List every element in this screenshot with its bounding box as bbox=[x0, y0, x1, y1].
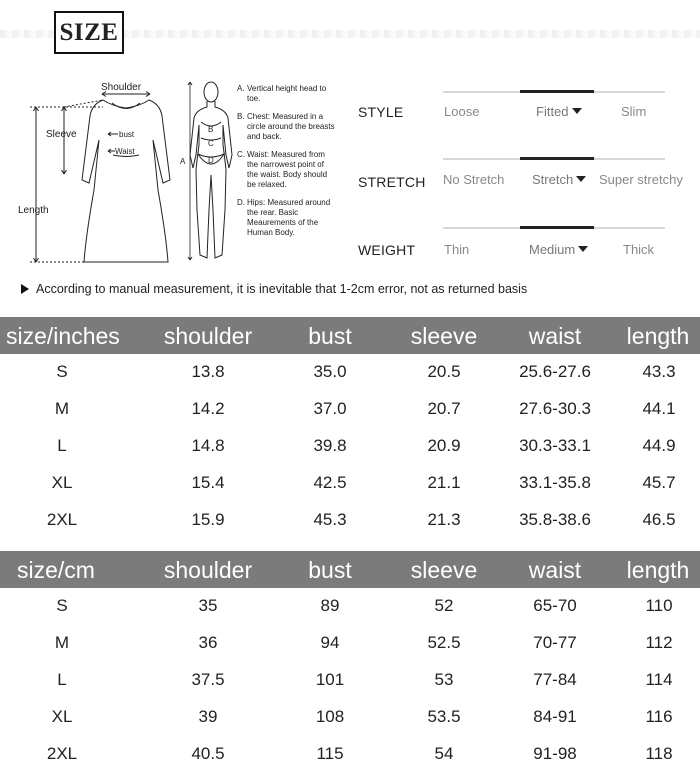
cell-waist: 84-91 bbox=[533, 707, 577, 726]
table-row bbox=[0, 501, 700, 538]
cell-size: L bbox=[57, 436, 67, 455]
disclaimer: According to manual measurement, it is inevitable that 1-2cm error, not as returned basis bbox=[21, 282, 527, 296]
cell-length: 46.5 bbox=[642, 510, 676, 529]
table-row bbox=[0, 390, 700, 427]
cell-shoulder: 15.4 bbox=[191, 473, 225, 492]
cell-length: 110 bbox=[645, 596, 673, 615]
header-waist: waist bbox=[528, 557, 582, 583]
cell-waist: 65-70 bbox=[533, 596, 577, 615]
cell-shoulder: 13.8 bbox=[191, 362, 225, 381]
cell-waist: 30.3-33.1 bbox=[519, 436, 591, 455]
cell-size: M bbox=[54, 633, 70, 652]
cell-sleeve: 21.3 bbox=[427, 510, 461, 529]
cell-length: 43.3 bbox=[642, 362, 676, 381]
note-a: A. Vertical height head to toe. bbox=[237, 84, 327, 103]
weight-option-thick: Thick bbox=[623, 242, 655, 257]
sleeve-label: Sleeve bbox=[46, 129, 77, 140]
header-size-cm: size/cm bbox=[17, 557, 95, 583]
cell-sleeve: 54 bbox=[434, 744, 454, 763]
note-c: C. Waist: Measured from the narrowest point of the waist. Body should be relaxed. bbox=[237, 150, 328, 189]
table-row bbox=[0, 624, 700, 661]
table-row bbox=[0, 427, 700, 464]
cell-shoulder: 37.5 bbox=[191, 670, 225, 689]
cell-waist: 33.1-35.8 bbox=[519, 473, 591, 492]
style-scale-active bbox=[520, 90, 594, 93]
cell-bust: 101 bbox=[315, 670, 345, 689]
cm-table-header bbox=[0, 551, 700, 588]
cell-waist: 70-77 bbox=[533, 633, 577, 652]
cell-shoulder: 36 bbox=[198, 633, 218, 652]
stretch-label: STRETCH bbox=[358, 174, 426, 190]
bust-label: bust bbox=[119, 130, 135, 139]
weight-scale-active bbox=[520, 226, 594, 229]
cell-sleeve: 53.5 bbox=[427, 707, 461, 726]
header-sleeve: sleeve bbox=[410, 557, 478, 583]
cell-size: M bbox=[54, 399, 70, 418]
cell-waist: 91-98 bbox=[533, 744, 577, 763]
cell-size: L bbox=[57, 670, 67, 689]
weight-option-medium: Medium bbox=[529, 242, 588, 257]
style-label: STYLE bbox=[358, 104, 404, 120]
cell-bust: 45.3 bbox=[313, 510, 347, 529]
header-sleeve: sleeve bbox=[410, 323, 478, 349]
weight-label: WEIGHT bbox=[358, 242, 416, 258]
cell-length: 118 bbox=[645, 744, 673, 763]
cell-size: 2XL bbox=[46, 510, 78, 529]
play-arrow-icon bbox=[21, 284, 29, 294]
header-length: length bbox=[626, 323, 690, 349]
cell-bust: 108 bbox=[315, 707, 345, 726]
weight-option-thin: Thin bbox=[444, 242, 470, 257]
header-waist: waist bbox=[528, 323, 582, 349]
cell-sleeve: 52 bbox=[434, 596, 454, 615]
cell-size: 2XL bbox=[46, 744, 78, 763]
header-bust: bust bbox=[308, 557, 352, 583]
header-shoulder: shoulder bbox=[163, 557, 253, 583]
cell-length: 114 bbox=[645, 670, 673, 689]
cell-size: S bbox=[56, 596, 68, 615]
style-option-slim: Slim bbox=[621, 104, 647, 119]
note-b: B. Chest: Measured in a circle around the breasts and back. bbox=[237, 112, 335, 141]
cell-length: 112 bbox=[645, 633, 673, 652]
length-label: Length bbox=[18, 205, 49, 216]
cell-bust: 39.8 bbox=[313, 436, 347, 455]
stretch-option-no-stretch: No Stretch bbox=[443, 172, 505, 187]
cell-shoulder: 39 bbox=[198, 707, 218, 726]
table-row bbox=[0, 464, 700, 501]
selected-caret-icon bbox=[572, 108, 582, 114]
measurement-notes bbox=[237, 84, 337, 238]
cell-waist: 35.8-38.6 bbox=[519, 510, 591, 529]
cell-bust: 37.0 bbox=[313, 399, 347, 418]
cell-length: 44.9 bbox=[642, 436, 676, 455]
size-title: SIZE bbox=[54, 11, 124, 54]
cell-sleeve: 52.5 bbox=[427, 633, 461, 652]
table-row bbox=[0, 587, 700, 624]
inches-table-header bbox=[0, 317, 700, 354]
cell-shoulder: 14.8 bbox=[191, 436, 225, 455]
cell-size: XL bbox=[51, 707, 73, 726]
header-length: length bbox=[626, 557, 690, 583]
selected-caret-icon bbox=[578, 246, 588, 252]
cell-bust: 42.5 bbox=[313, 473, 347, 492]
stretch-option-super-stretchy: Super stretchy bbox=[599, 172, 683, 187]
cell-sleeve: 20.9 bbox=[427, 436, 461, 455]
cell-shoulder: 14.2 bbox=[191, 399, 225, 418]
label-d: D bbox=[208, 156, 214, 165]
label-a: A bbox=[180, 157, 186, 166]
cell-shoulder: 40.5 bbox=[191, 744, 225, 763]
table-row bbox=[0, 661, 700, 698]
cell-waist: 25.6-27.6 bbox=[519, 362, 591, 381]
cell-length: 44.1 bbox=[642, 399, 676, 418]
stretch-scale-active bbox=[520, 157, 594, 160]
waist-label: Waist bbox=[115, 147, 135, 156]
cell-length: 116 bbox=[645, 707, 673, 726]
table-row bbox=[0, 353, 700, 390]
cell-waist: 27.6-30.3 bbox=[519, 399, 591, 418]
cell-bust: 35.0 bbox=[313, 362, 347, 381]
cell-shoulder: 35 bbox=[198, 596, 218, 615]
cell-shoulder: 15.9 bbox=[191, 510, 225, 529]
label-c: C bbox=[208, 139, 214, 148]
cell-size: XL bbox=[51, 473, 73, 492]
cell-length: 45.7 bbox=[642, 473, 676, 492]
note-d: D. Hips: Measured around the rear. Basic Meaurements of the Human Body. bbox=[237, 198, 331, 237]
cell-sleeve: 53 bbox=[434, 670, 454, 689]
cell-bust: 115 bbox=[316, 744, 344, 763]
header-size-inches: size/inches bbox=[6, 323, 120, 349]
stretch-option-stretch: Stretch bbox=[532, 172, 586, 187]
cell-sleeve: 20.7 bbox=[427, 399, 461, 418]
selected-caret-icon bbox=[576, 176, 586, 182]
cell-size: S bbox=[56, 362, 68, 381]
label-b: B bbox=[208, 125, 214, 134]
shoulder-label: Shoulder bbox=[101, 82, 142, 93]
table-row bbox=[0, 735, 700, 772]
table-row bbox=[0, 698, 700, 735]
cell-sleeve: 20.5 bbox=[427, 362, 461, 381]
header-shoulder: shoulder bbox=[163, 323, 253, 349]
cell-bust: 94 bbox=[320, 633, 340, 652]
style-option-fitted: Fitted bbox=[536, 104, 582, 119]
cell-sleeve: 21.1 bbox=[427, 473, 461, 492]
style-option-loose: Loose bbox=[444, 104, 480, 119]
cell-bust: 89 bbox=[320, 596, 340, 615]
header-bust: bust bbox=[308, 323, 352, 349]
cell-waist: 77-84 bbox=[533, 670, 577, 689]
